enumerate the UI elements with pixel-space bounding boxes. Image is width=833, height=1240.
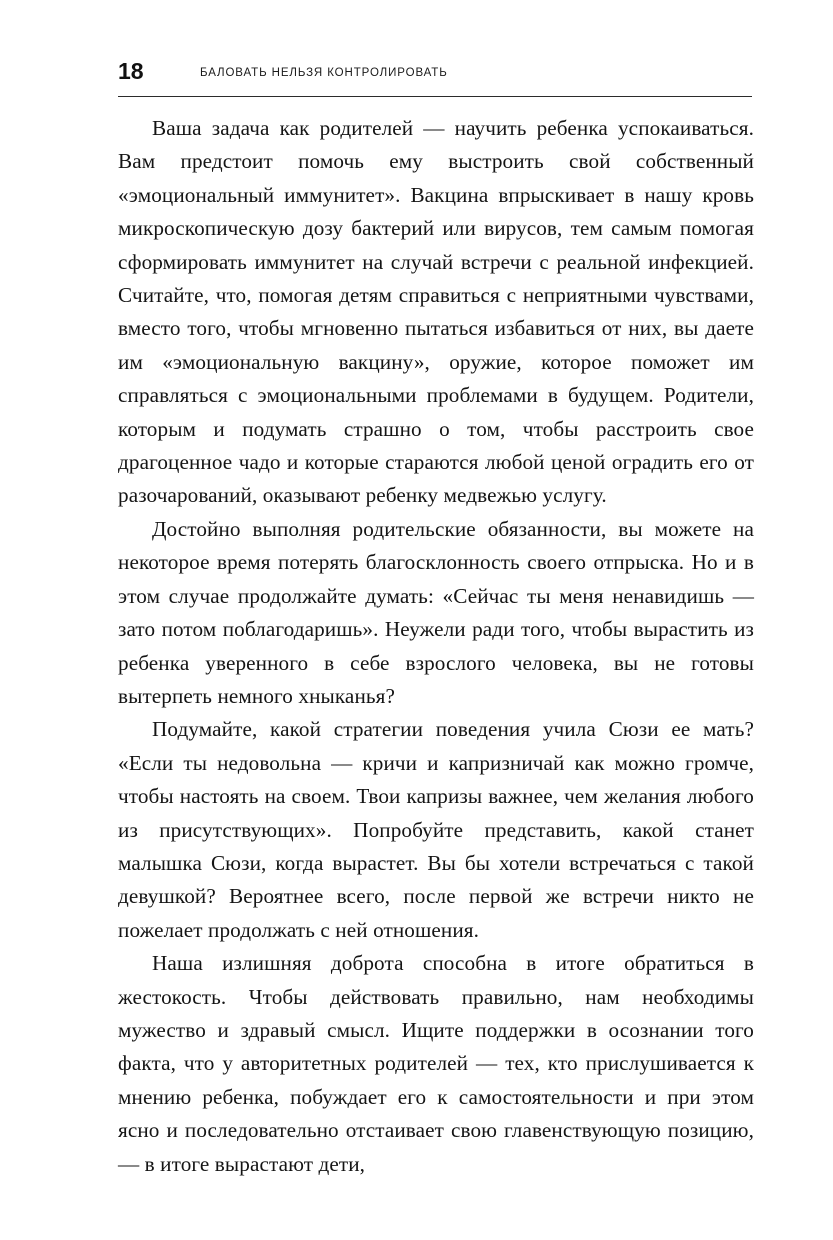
header-divider bbox=[118, 96, 752, 97]
paragraph: Наша излишняя доброта способна в итоге обратиться в жестокость. Чтобы действовать правильно, нам необходимы мужество и здравый смысл. Ищите поддержки в осознании того факта, что у авторитетных родителей — тех, кто прислушивается к мнению ребенка, побуждает его к самостоятельности и при этом ясно и последовательно отстаивает свою главенствующую позицию, — в итоге вырастают дети, bbox=[118, 951, 754, 1176]
page-number: 18 bbox=[118, 58, 144, 84]
page-header bbox=[118, 58, 751, 92]
paragraph: Ваша задача как родителей — научить ребенка успокаиваться. Вам предстоит помочь ему выстроить свой собственный «эмоциональный иммунитет». Вакцина впрыскивает в нашу кровь микроскопическую дозу бактерий или вирусов, тем самым помогая сформировать иммунитет на случай встречи с реальной инфекцией. Считайте, что, помогая детям справиться с неприятными чувствами, вместо того, чтобы мгновенно пытаться избавиться от них, вы даете им «эмоциональную вакцину», оружие, которое поможет им справляться с эмоциональными проблемами в будущем. Родители, которым и подумать страшно о том, чтобы расстроить свое драгоценное чадо и которые стараются любой ценой оградить его от разочарований, оказывают ребенку медвежью услугу. bbox=[118, 116, 754, 508]
running-title: БАЛОВАТЬ НЕЛЬЗЯ КОНТРОЛИРОВАТЬ bbox=[200, 67, 448, 79]
body-text bbox=[118, 112, 754, 1181]
paragraph: Подумайте, какой стратегии поведения учила Сюзи ее мать? «Если ты недовольна — кричи и капризничай как можно громче, чтобы настоять на своем. Твои капризы важнее, чем желания любого из присутствующих». Попробуйте представить, какой станет малышка Сюзи, когда вырастет. Вы бы хотели встречаться с такой девушкой? Вероятнее всего, после первой же встречи никто не пожелает продолжать с ней отношения. bbox=[118, 717, 754, 942]
paragraph: Достойно выполняя родительские обязанности, вы можете на некоторое время потерять благосклонность своего отпрыска. Но и в этом случае продолжайте думать: «Сейчас ты меня ненавидишь — зато потом поблагодаришь». Неужели ради того, чтобы вырастить из ребенка уверенного в себе взрослого человека, вы не готовы вытерпеть немного хныканья? bbox=[118, 516, 754, 708]
